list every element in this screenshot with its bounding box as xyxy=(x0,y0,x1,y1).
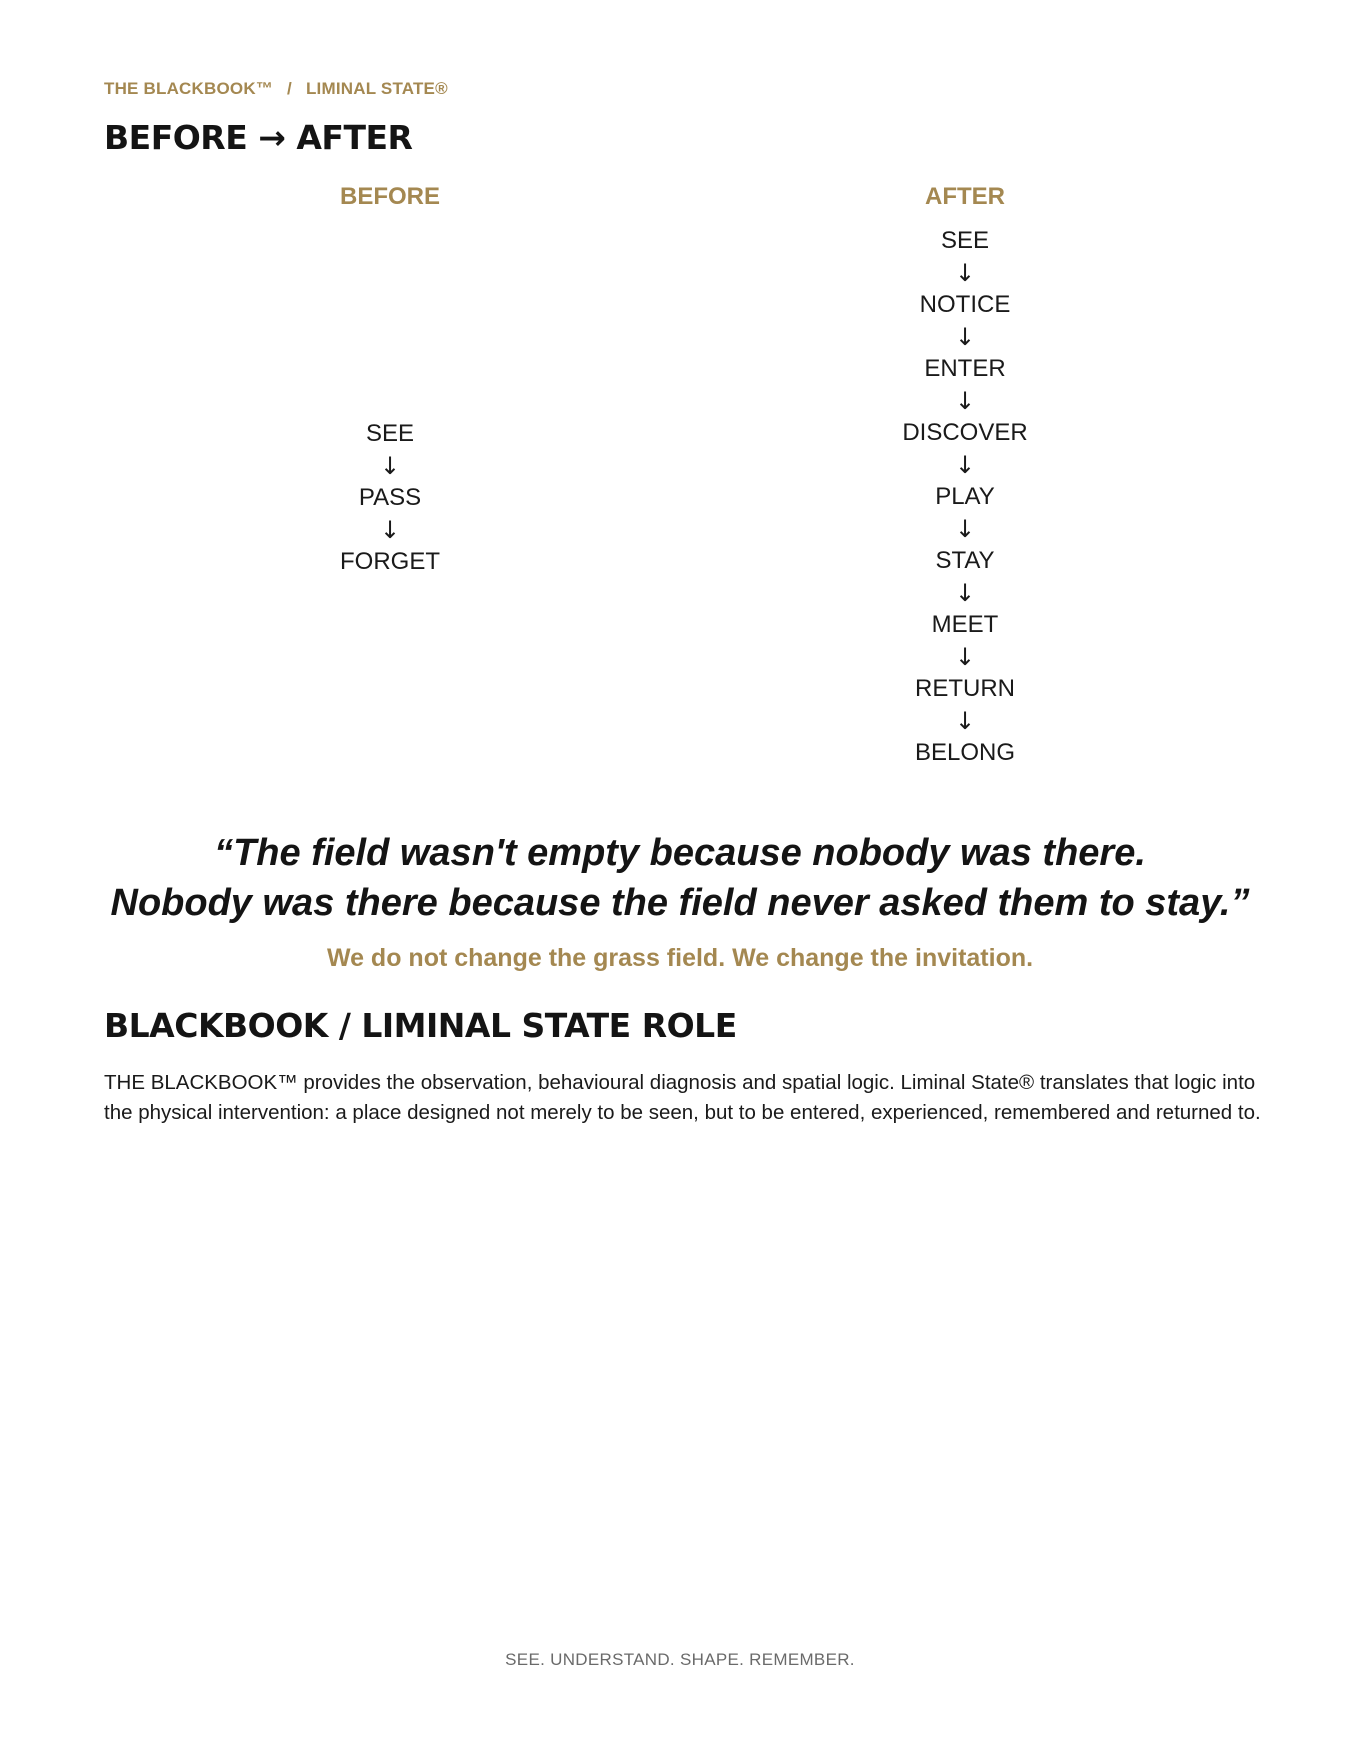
after-step: PLAY xyxy=(935,483,995,510)
quote-line-2: Nobody was there because the field never asked them to stay.” xyxy=(110,882,1250,924)
after-step: BELONG xyxy=(914,739,1016,766)
down-arrow-icon: ↓ xyxy=(954,515,976,543)
breadcrumb-product: LIMINAL STATE® xyxy=(305,79,448,98)
down-arrow-icon: ↓ xyxy=(379,452,401,480)
after-step: MEET xyxy=(931,611,999,638)
breadcrumb-separator: / xyxy=(287,79,292,98)
down-arrow-icon: ↓ xyxy=(379,516,401,544)
pull-quote xyxy=(0,828,1360,928)
footer-motto: SEE. UNDERSTAND. SHAPE. REMEMBER. xyxy=(505,1650,855,1669)
before-step: FORGET xyxy=(340,548,440,575)
tagline: We do not change the grass field. We change the invitation. xyxy=(326,944,1034,972)
down-arrow-icon: ↓ xyxy=(954,707,976,735)
quote-line-1: “The field wasn't empty because nobody was there. xyxy=(214,832,1146,874)
section-title-before-after: BEFORE → AFTER xyxy=(104,118,413,157)
after-step: ENTER xyxy=(924,355,1006,382)
after-step: SEE xyxy=(940,227,990,254)
down-arrow-icon: ↓ xyxy=(954,579,976,607)
before-step: PASS xyxy=(358,484,422,511)
down-arrow-icon: ↓ xyxy=(954,451,976,479)
before-column xyxy=(190,182,590,575)
breadcrumb xyxy=(104,79,448,99)
down-arrow-icon: ↓ xyxy=(954,259,976,287)
before-flow xyxy=(190,418,590,578)
before-step: SEE xyxy=(365,420,415,447)
after-heading: AFTER xyxy=(925,183,1005,210)
down-arrow-icon: ↓ xyxy=(954,643,976,671)
after-step: STAY xyxy=(935,547,995,574)
after-flow xyxy=(765,225,1165,769)
section-title-role: BLACKBOOK / LIMINAL STATE ROLE xyxy=(104,1006,737,1045)
after-step: DISCOVER xyxy=(902,419,1028,446)
after-step: RETURN xyxy=(915,675,1015,702)
role-body-text: THE BLACKBOOK™ provides the observation, behavioural diagnosis and spatial logic. Liminal State® translates that logic into the physical intervention: a place designed not merely to be seen, but to be entered, experienced, remembered and returned to. xyxy=(104,1071,1261,1124)
down-arrow-icon: ↓ xyxy=(954,387,976,415)
before-heading: BEFORE xyxy=(339,183,440,210)
down-arrow-icon: ↓ xyxy=(954,323,976,351)
after-step: NOTICE xyxy=(919,291,1011,318)
after-column xyxy=(765,182,1165,766)
breadcrumb-brand: THE BLACKBOOK™ xyxy=(104,79,274,98)
